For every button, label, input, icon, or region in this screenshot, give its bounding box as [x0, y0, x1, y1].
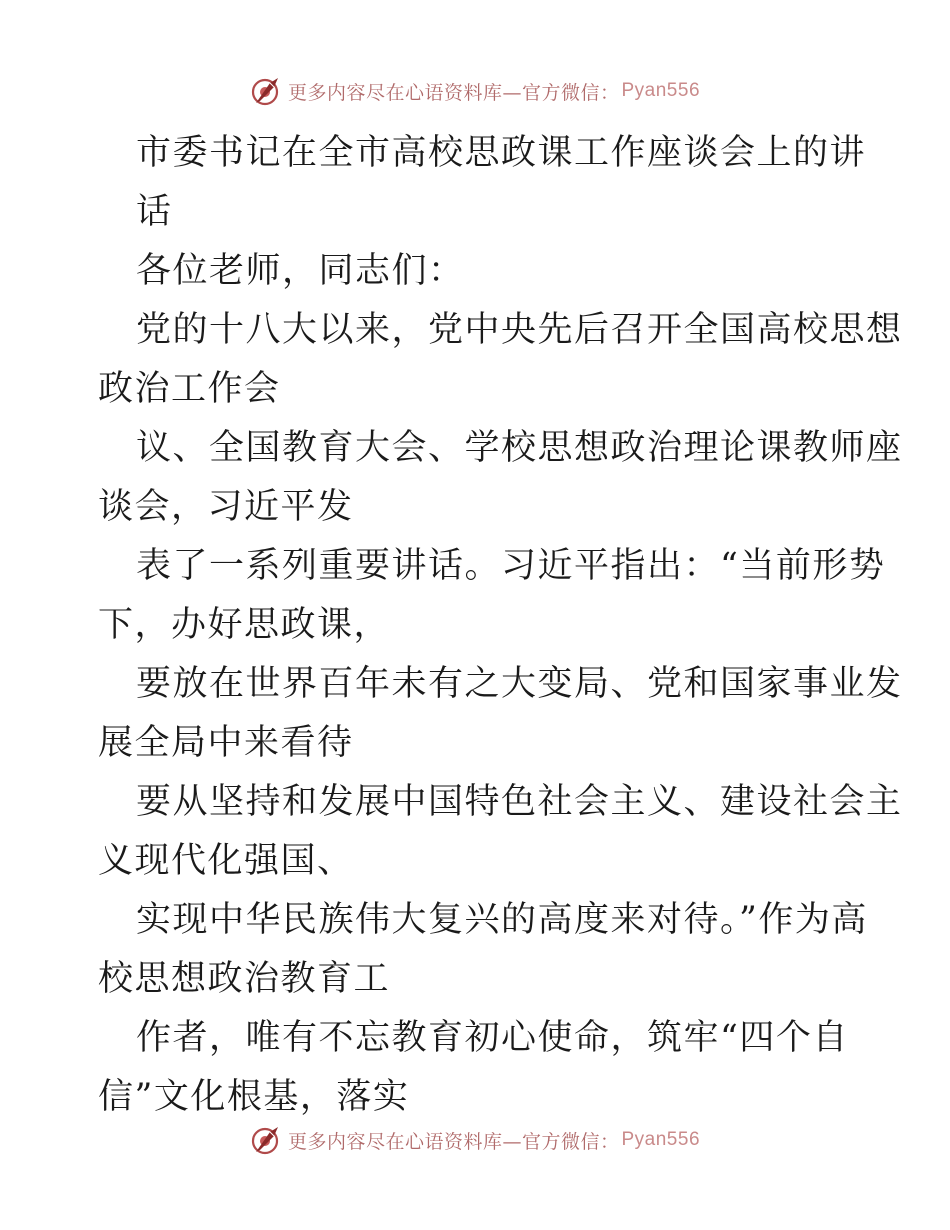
- text-line: 校思想政治教育工: [98, 959, 391, 999]
- watermark-id: Pyan556: [621, 1129, 701, 1150]
- text-line: 议、全国教育大会、学校思想政治理论课教师座: [136, 428, 903, 468]
- text-line: 要放在世界百年未有之大变局、党和国家事业发: [136, 664, 903, 704]
- text-line: 各位老师，同志们：: [136, 251, 465, 291]
- text-line: 信”文化根基，落实: [98, 1077, 410, 1117]
- quill-logo-icon: [250, 1124, 282, 1156]
- watermark-footer: [0, 1120, 950, 1160]
- text-line: 实现中华民族伟大复兴的高度来对待。”作为高: [136, 900, 868, 940]
- watermark-id: Pyan556: [621, 80, 701, 101]
- text-line: 政治工作会: [98, 369, 281, 409]
- watermark-header: [0, 71, 950, 111]
- text-line: 表了一系列重要讲话。习近平指出：“当前形势: [136, 546, 886, 586]
- quill-logo-icon: [250, 75, 282, 107]
- text-line: 市委书记在全市高校思政课工作座谈会上的讲: [136, 133, 867, 173]
- text-line: 谈会，习近平发: [98, 487, 354, 527]
- text-line: 下，办好思政课，: [98, 605, 391, 645]
- text-line: 义现代化强国、: [98, 841, 354, 881]
- watermark-text: 更多内容尽在心语资料库—官方微信：: [287, 1130, 620, 1153]
- text-line: 话: [136, 192, 173, 232]
- text-line: 展全局中来看待: [98, 723, 354, 763]
- text-line: 要从坚持和发展中国特色社会主义、建设社会主: [136, 782, 903, 822]
- text-line: 党的十八大以来，党中央先后召开全国高校思想: [136, 310, 903, 350]
- watermark-text: 更多内容尽在心语资料库—官方微信：: [287, 81, 620, 104]
- text-line: 作者，唯有不忘教育初心使命，筑牢“四个自: [136, 1018, 849, 1058]
- document-body: [98, 124, 903, 1127]
